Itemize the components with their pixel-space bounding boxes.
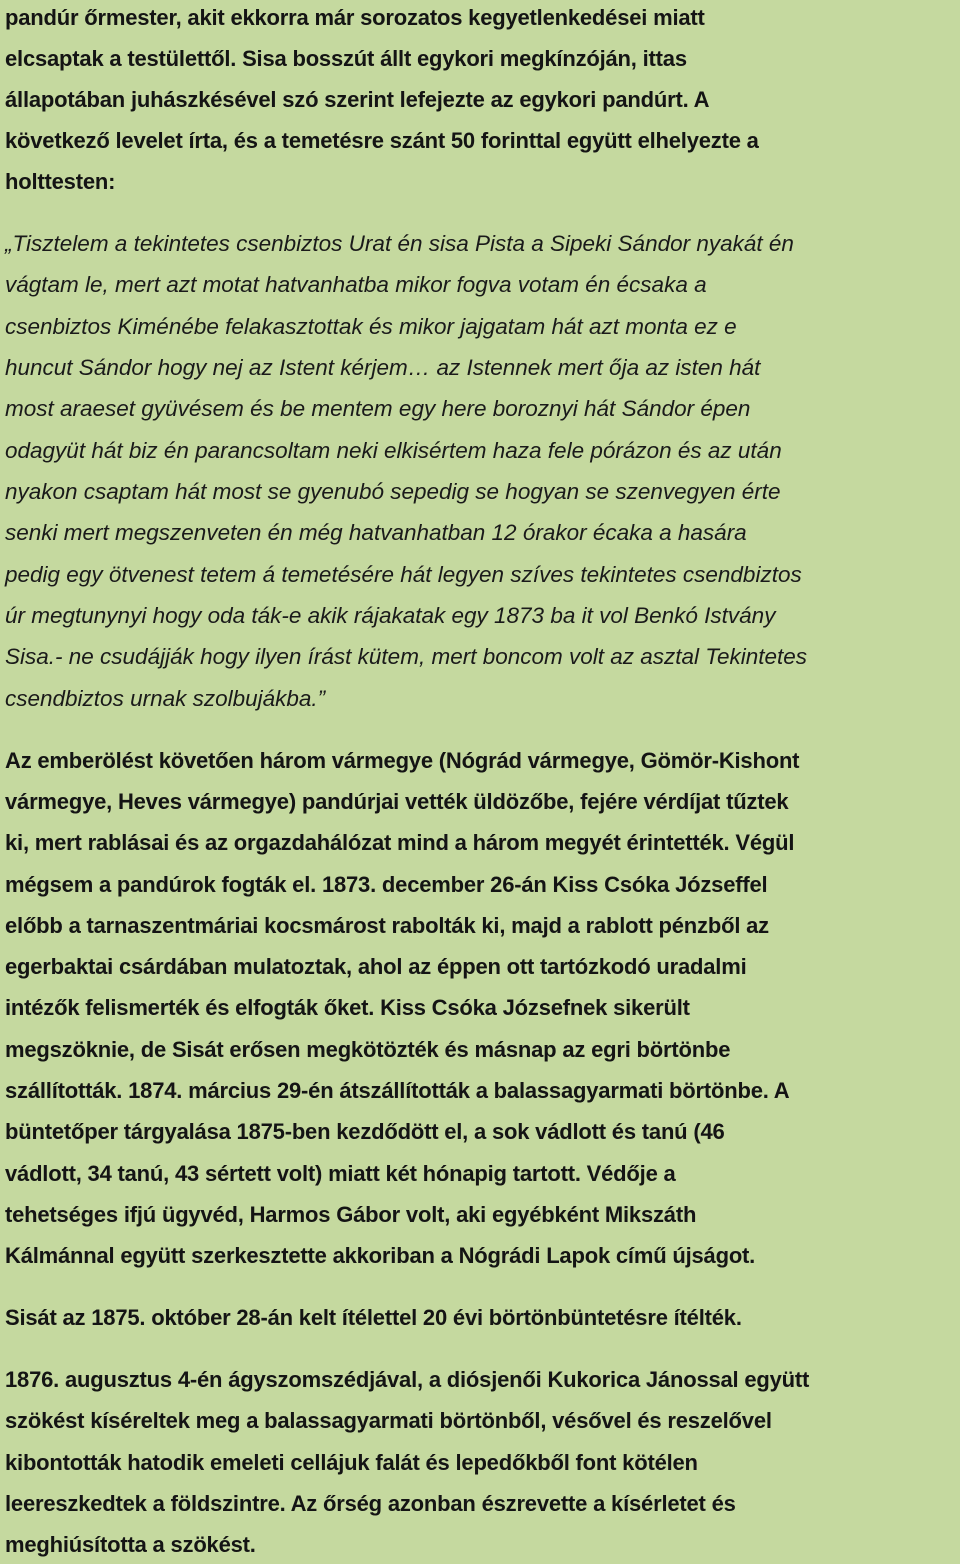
text-line: csenbiztos Kiménébe felakasztottak és mikor jajgatam hát azt monta ez e (5, 314, 737, 339)
text-line: Sisa.- ne csudájják hogy ilyen írást kütem, mert boncom volt az asztal Tekintetes (5, 644, 808, 669)
text-line: úr megtunynyi hogy oda ták-e akik rájakatak egy 1873 ba it vol Benkó Istvány (5, 603, 776, 628)
text-line: leereszkedtek a földszintre. Az őrség azonban észrevette a kísérletet és (5, 1491, 736, 1516)
text-line: senki mert megszenveten én még hatvanhatban 12 órakor écaka a hasára (5, 520, 747, 545)
text-line: Sisát az 1875. október 28-án kelt ítélettel 20 évi börtönbüntetésre ítélték. (5, 1305, 742, 1330)
text-line: kibontották hatodik emeleti cellájuk falát és lepedőkből font kötélen (5, 1450, 698, 1475)
text-line: intézők felismerték és elfogták őket. Kiss Csóka Józsefnek sikerült (5, 995, 690, 1020)
text-line: pedig egy ötvenest tetem á temetésére hát legyen szíves tekintetes csendbiztos (5, 562, 802, 587)
text-line: Az emberölést követően három vármegye (Nógrád vármegye, Gömör-Kishont (5, 748, 800, 773)
text-line: Kálmánnal együtt szerkesztette akkoriban a Nógrádi Lapok című újságot. (5, 1243, 756, 1268)
text-line: vádlott, 34 tanú, 43 sértett volt) miatt két hónapig tartott. Védője a (5, 1161, 676, 1186)
text-line: pandúr őrmester, akit ekkorra már sorozatos kegyetlenkedései miatt (5, 5, 705, 30)
text-line: huncut Sándor hogy nej az Istent kérjem… az Istennek mert őja az isten hát (5, 355, 761, 380)
text-line: odagyüt hát biz én parancsoltam neki elkisértem haza fele pórázon és az után (5, 438, 782, 463)
text-line: ki, mert rablásai és az orgazdahálózat mind a három megyét érintették. Végül (5, 830, 795, 855)
text-line: holttesten: (5, 169, 116, 194)
text-line: következő levelet írta, és a temetésre szánt 50 forinttal együtt elhelyezte a (5, 128, 759, 153)
text-line: büntetőper tárgyalása 1875-ben kezdődött el, a sok vádlott és tanú (46 (5, 1119, 725, 1144)
text-line: vágtam le, mert azt motat hatvanhatba mikor fogva votam én écsaka a (5, 272, 707, 297)
text-line: meghiúsította a szökést. (5, 1532, 256, 1557)
text-line: szállították. 1874. március 29-én átszállították a balassagyarmati börtönbe. A (5, 1078, 790, 1103)
text-line: egerbaktai csárdában mulatoztak, ahol az éppen ott tartózkodó uradalmi (5, 954, 747, 979)
text-line: szökést kíséreltek meg a balassagyarmati börtönből, vésővel és reszelővel (5, 1408, 772, 1433)
text-line: most araeset gyüvésem és be mentem egy here boroznyi hát Sándor épen (5, 396, 751, 421)
text-line: állapotában juhászkésével szó szerint lefejezte az egykori pandúrt. A (5, 87, 710, 112)
text-line: vármegye, Heves vármegye) pandúrjai vették üldözőbe, fejére vérdíjat tűztek (5, 789, 789, 814)
text-line: mégsem a pandúrok fogták el. 1873. december 26-án Kiss Csóka Józseffel (5, 872, 768, 897)
text-line: csendbiztos urnak szolbujákba.” (5, 686, 326, 711)
text-line: elcsaptak a testülettől. Sisa bosszút állt egykori megkínzóján, ittas (5, 46, 687, 71)
text-line: nyakon csaptam hát most se gyenubó sepedig se hogyan se szenvegyen érte (5, 479, 781, 504)
text-line: tehetséges ifjú ügyvéd, Harmos Gábor volt, aki egyébként Mikszáth (5, 1202, 697, 1227)
text-line: „Tisztelem a tekintetes csenbiztos Urat én sisa Pista a Sipeki Sándor nyakát én (5, 231, 794, 256)
text-line: megszöknie, de Sisát erősen megkötözték és másnap az egri börtönbe (5, 1037, 731, 1062)
text-line: előbb a tarnaszentmáriai kocsmárost rabolták ki, majd a rablott pénzből az (5, 913, 769, 938)
text-line: 1876. augusztus 4-én ágyszomszédjával, a diósjenői Kukorica Jánossal együtt (5, 1367, 810, 1392)
